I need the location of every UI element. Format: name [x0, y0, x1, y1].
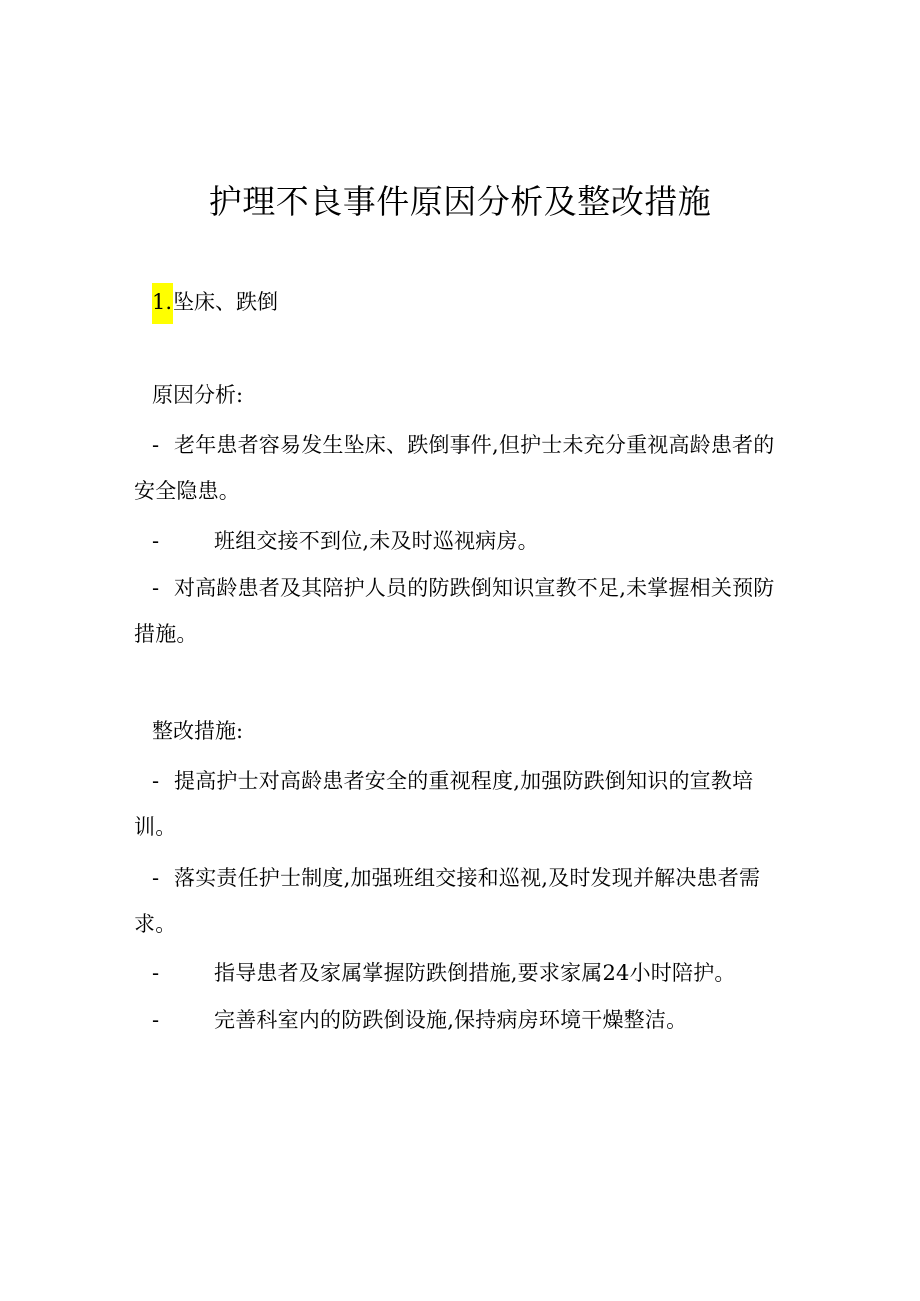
bullet-dash: -: [152, 433, 160, 457]
cause-item-text: 班组交接不到位,未及时巡视病房。: [214, 529, 539, 553]
measure-item: [134, 758, 794, 850]
section-heading-text: 坠床、跌倒: [173, 290, 279, 314]
cause-item-text: 老年患者容易发生坠床、跌倒事件,但护士未充分重视高龄患者的安全隐患。: [134, 433, 775, 503]
bullet-dash: -: [152, 1008, 160, 1032]
measure-item-text: 完善科室内的防跌倒设施,保持病房环境干燥整洁。: [214, 1008, 688, 1032]
bullet-dash: -: [152, 576, 160, 600]
bullet-dash: -: [152, 961, 160, 985]
measure-item: [134, 855, 794, 947]
section-number: 1.: [152, 283, 173, 324]
cause-item: [134, 518, 794, 564]
cause-analysis-label: 原因分析:: [152, 383, 244, 407]
cause-item-text: 对高龄患者及其陪护人员的防跌倒知识宣教不足,未掌握相关预防措施。: [134, 576, 775, 646]
measure-item-text: 指导患者及家属掌握防跌倒措施,要求家属24小时陪护。: [214, 961, 736, 985]
measure-item: [134, 997, 794, 1043]
document-title: 护理不良事件原因分析及整改措施: [208, 182, 712, 221]
measure-item-text: 提高护士对高龄患者安全的重视程度,加强防跌倒知识的宣教培训。: [134, 769, 754, 839]
corrective-measures-label: 整改措施:: [152, 719, 244, 743]
measure-item-text: 落实责任护士制度,加强班组交接和巡视,及时发现并解决患者需求。: [134, 866, 761, 936]
bullet-dash: -: [152, 529, 160, 553]
bullet-dash: -: [152, 769, 160, 793]
cause-item: [134, 422, 794, 514]
bullet-dash: -: [152, 866, 160, 890]
cause-item: [134, 565, 794, 657]
measure-item: [134, 950, 794, 996]
section-heading: [152, 283, 278, 324]
